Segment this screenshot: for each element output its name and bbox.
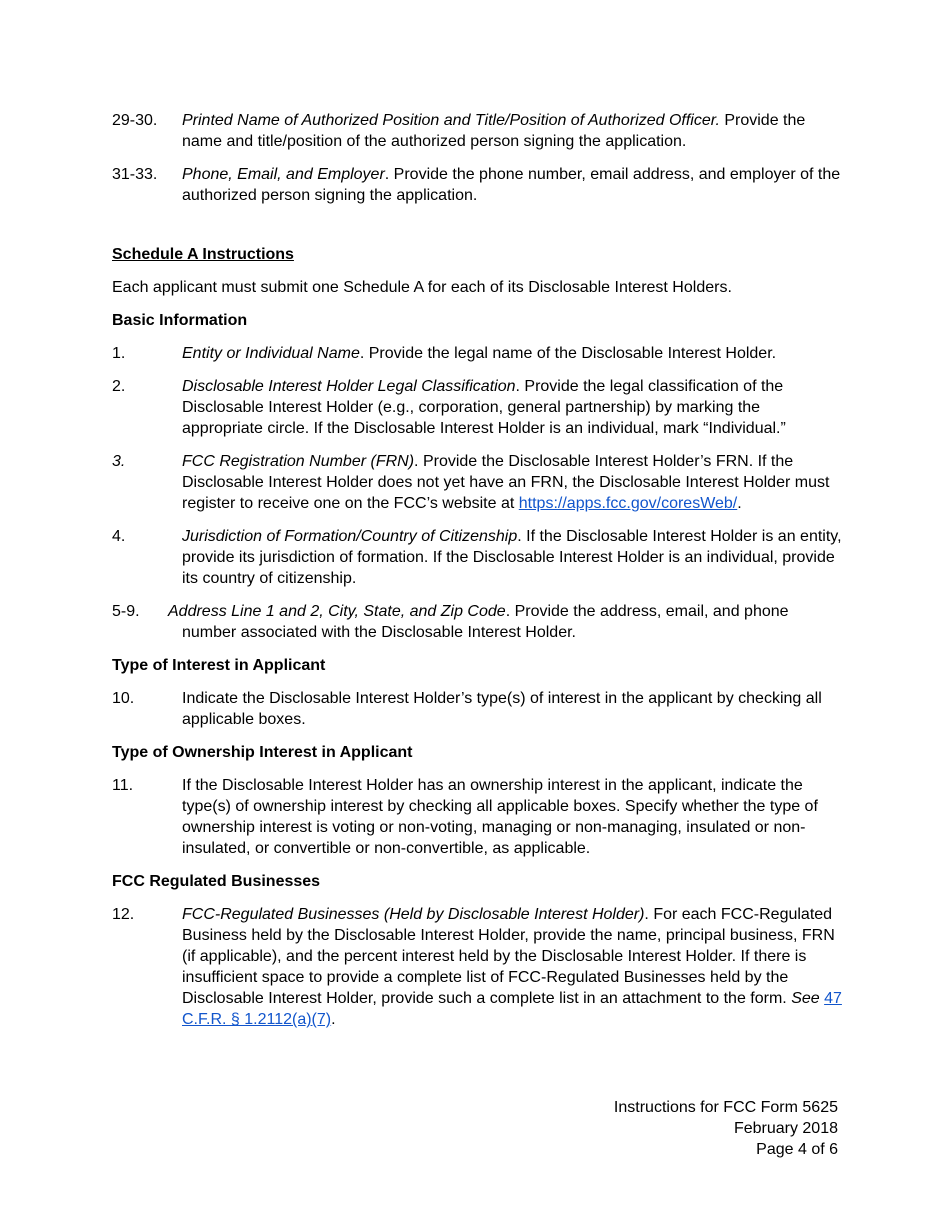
list-item xyxy=(112,601,842,643)
see-signal: See xyxy=(791,990,820,1007)
item-number: 10. xyxy=(112,690,135,707)
ownership-heading: Type of Ownership Interest in Applicant xyxy=(112,744,413,761)
item-text: . Provide the legal classification of the Disclosable Interest Holder (e.g., corporation, general partnership) by marking the appropriate circle. If the Disclosable Interest Holder is an individual, mark “Individual.” xyxy=(182,378,786,437)
list-item xyxy=(112,451,842,514)
item-text: . Provide the legal name of the Disclosable Interest Holder. xyxy=(359,345,777,362)
item-text: . Provide the Disclosable Interest Holder’s FRN. If the Disclosable Interest Holder does not yet have an FRN, the Disclosable Interest Holder must register to receive one on the FCC’s website at xyxy=(182,453,830,512)
page-content xyxy=(112,110,842,1042)
item-title: Disclosable Interest Holder Legal Classification xyxy=(182,378,516,395)
list-item xyxy=(112,904,842,1030)
item-title: Entity or Individual Name xyxy=(182,345,360,362)
cfr-link[interactable]: 47 C.F.R. § 1.2112(a)(7) xyxy=(182,990,842,1028)
footer-date: February 2018 xyxy=(733,1120,838,1137)
item-title: Phone, Email, and Employer xyxy=(182,166,385,183)
schedule-intro: Each applicant must submit one Schedule A for each of its Disclosable Interest Holders. xyxy=(112,279,732,296)
item-text: . Provide the address, email, and phone xyxy=(505,603,789,620)
list-item xyxy=(112,164,842,206)
item-number: 31-33. xyxy=(112,166,158,183)
list-item xyxy=(112,110,842,152)
item-text: . If the Disclosable Interest Holder is an entity, provide its jurisdiction of formation. If the Disclosable Interest Holder is an individual, provide its country of citizenship. xyxy=(182,528,842,587)
page-footer xyxy=(614,1097,838,1160)
list-item xyxy=(112,343,842,364)
item-title: FCC Registration Number (FRN) xyxy=(182,453,415,470)
item-title: Jurisdiction of Formation/Country of Citizenship xyxy=(182,528,518,545)
item-text: Indicate the Disclosable Interest Holder’s type(s) of interest in the applicant by checking all applicable boxes. xyxy=(182,690,822,728)
item-number: 11. xyxy=(112,777,134,794)
item-number: 29-30. xyxy=(112,112,158,129)
item-number: 2. xyxy=(112,378,126,395)
item-text: Provide the name and title/position of the authorized person signing the application. xyxy=(182,112,806,150)
list-item xyxy=(112,376,842,439)
regulated-heading: FCC Regulated Businesses xyxy=(112,873,321,890)
item-title: Printed Name of Authorized Position and Title/Position of Authorized Officer. xyxy=(182,112,720,129)
item-text: If the Disclosable Interest Holder has an ownership interest in the applicant, indicate the type(s) of ownership interest by checking all applicable boxes. Specify whether the type of ownership interest is voting or non-voting, managing or non-managing, insulated or non-insulated, or convertible or non-convertible, as applicable. xyxy=(182,777,818,857)
footer-form-title: Instructions for FCC Form 5625 xyxy=(613,1099,838,1116)
list-item xyxy=(112,526,842,589)
item-text-end: . xyxy=(331,1011,336,1028)
footer-page-number: Page 4 of 6 xyxy=(756,1141,838,1158)
item-title: FCC-Regulated Businesses (Held by Disclosable Interest Holder) xyxy=(182,906,645,923)
basic-heading: Basic Information xyxy=(112,312,248,329)
item-text-end: . xyxy=(737,495,742,512)
item-number: 3. xyxy=(112,453,126,470)
cores-web-link[interactable]: https://apps.fcc.gov/coresWeb/ xyxy=(518,495,738,512)
item-text: . Provide the phone number, email address, and employer of the authorized person signing the application. xyxy=(182,166,841,204)
item-number: 12. xyxy=(112,906,135,923)
schedule-heading: Schedule A Instructions xyxy=(112,246,294,263)
type-heading: Type of Interest in Applicant xyxy=(112,657,326,674)
list-item xyxy=(112,775,842,859)
item-number: 5-9. xyxy=(112,603,140,620)
item-title: Address Line 1 and 2, City, State, and Zip Code xyxy=(168,603,506,620)
list-item xyxy=(112,688,842,730)
item-text-continued: number associated with the Disclosable Interest Holder. xyxy=(182,624,576,641)
item-number: 1. xyxy=(112,345,126,362)
item-text: . For each FCC-Regulated Business held by the Disclosable Interest Holder, provide the name, principal business, FRN (if applicable), and the percent interest held by the Disclosable Interest Holder. If there is insufficient space to provide a complete list of FCC-Regulated Businesses held by the Disclosable Interest Holder, provide such a complete list in an attachment to the form. xyxy=(182,906,835,1007)
item-number: 4. xyxy=(112,528,126,545)
